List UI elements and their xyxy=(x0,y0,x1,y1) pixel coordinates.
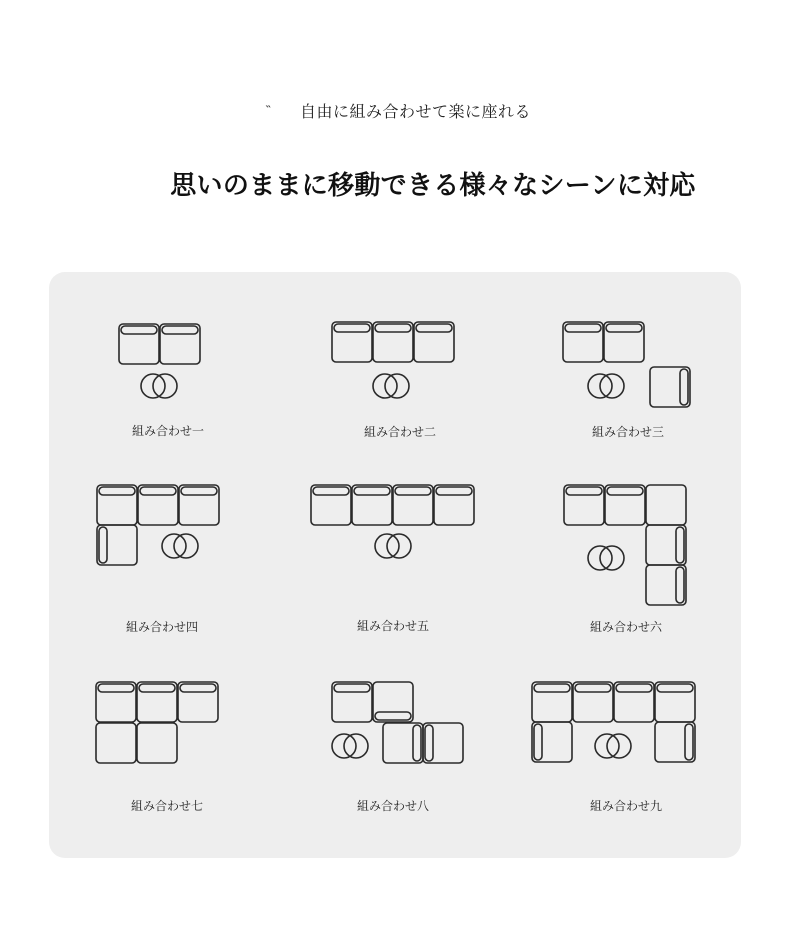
coffee-tables xyxy=(373,374,409,398)
coffee-tables xyxy=(588,374,624,398)
sofa-seat xyxy=(160,324,200,364)
coffee-tables xyxy=(375,534,411,558)
sofa-seat xyxy=(650,367,690,407)
coffee-tables xyxy=(162,534,198,558)
combination-label-4: 組み合わせ四 xyxy=(126,620,199,634)
sofa-seat xyxy=(646,565,686,605)
sofa-seat xyxy=(373,322,413,362)
sofa-seat xyxy=(614,682,654,722)
sofa-seat xyxy=(655,722,695,762)
combination-label-6: 組み合わせ六 xyxy=(590,620,663,634)
sofa-seat xyxy=(137,682,177,722)
sofa-seat xyxy=(332,682,372,722)
sofa-seat xyxy=(332,322,372,362)
combination-label-5: 組み合わせ五 xyxy=(357,619,430,633)
combination-label-3: 組み合わせ三 xyxy=(592,425,665,439)
sofa-seat xyxy=(97,485,137,525)
combination-label-2: 組み合わせ二 xyxy=(364,425,437,439)
coffee-tables xyxy=(595,734,631,758)
sofa-seat xyxy=(179,485,219,525)
coffee-tables xyxy=(588,546,624,570)
ottoman xyxy=(646,485,686,525)
ottoman xyxy=(137,723,177,763)
sofa-seat xyxy=(423,723,463,763)
sofa-seat xyxy=(646,525,686,565)
sofa-seat xyxy=(373,682,413,722)
sofa-seat xyxy=(178,682,218,722)
sofa-seat xyxy=(414,322,454,362)
sofa-seat xyxy=(352,485,392,525)
coffee-tables xyxy=(141,374,177,398)
sofa-seat xyxy=(604,322,644,362)
sofa-seat xyxy=(383,723,423,763)
sofa-seat xyxy=(563,322,603,362)
sofa-seat xyxy=(434,485,474,525)
ottoman xyxy=(96,723,136,763)
sofa-seat xyxy=(532,722,572,762)
subtitle-mark: ˵ xyxy=(266,98,271,113)
sofa-seat xyxy=(97,525,137,565)
page-title: 思いのままに移動できる様々なシーンに対応 xyxy=(170,171,696,201)
combination-label-1: 組み合わせ一 xyxy=(132,424,205,438)
sofa-seat xyxy=(532,682,572,722)
sofa-seat xyxy=(138,485,178,525)
sofa-seat xyxy=(605,485,645,525)
sofa-seat xyxy=(655,682,695,722)
page-subtitle: 自由に組み合わせて楽に座れる xyxy=(300,102,532,121)
combination-label-8: 組み合わせ八 xyxy=(357,799,430,813)
coffee-tables xyxy=(332,734,368,758)
combination-label-7: 組み合わせ七 xyxy=(131,799,204,813)
combination-label-9: 組み合わせ九 xyxy=(590,799,663,813)
sofa-seat xyxy=(311,485,351,525)
sofa-seat xyxy=(564,485,604,525)
sofa-seat xyxy=(573,682,613,722)
sofa-seat xyxy=(393,485,433,525)
sofa-seat xyxy=(96,682,136,722)
sofa-seat xyxy=(119,324,159,364)
